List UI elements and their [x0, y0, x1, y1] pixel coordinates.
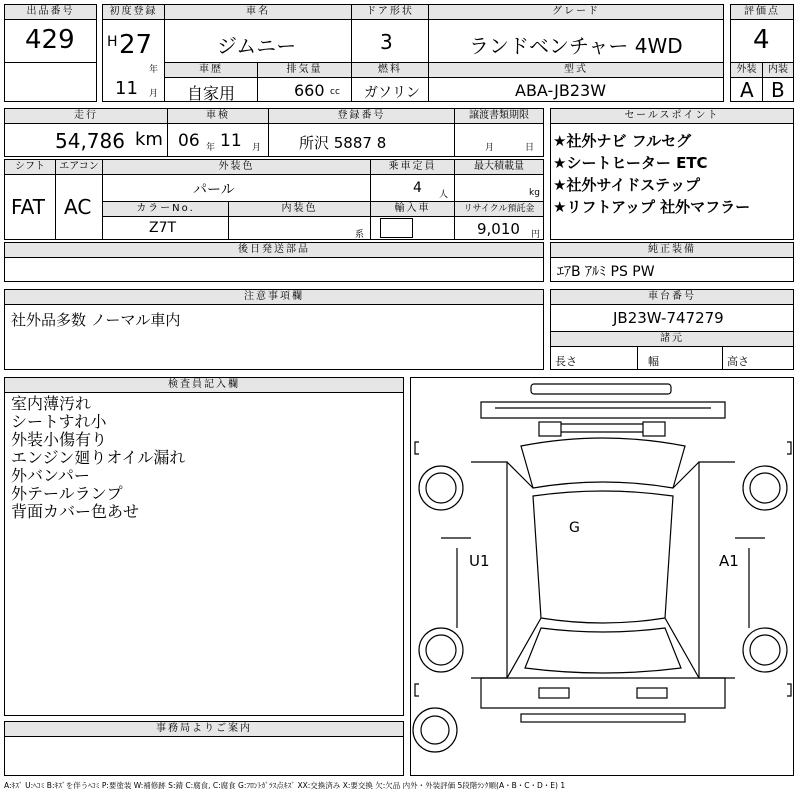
shift-box — [4, 174, 56, 240]
fuel-box — [351, 77, 429, 102]
shift-value: FAT — [11, 195, 46, 219]
specs-label: 諸元 — [550, 331, 794, 347]
grade-box — [428, 19, 724, 63]
first-reg-box — [102, 19, 165, 102]
car-diagram — [411, 378, 794, 776]
equipment-box — [550, 257, 794, 282]
rear-tail-left — [539, 688, 569, 698]
first-reg-year: 27 — [119, 30, 153, 60]
office-label: 事務局よりご案内 — [4, 721, 404, 737]
recycle-box — [454, 216, 544, 240]
right-bracket — [787, 442, 791, 454]
aircon-box — [55, 174, 103, 240]
color-no-box — [102, 216, 229, 240]
ext-color-value: パール — [193, 182, 235, 198]
inspector-item: 室内薄汚れ — [11, 394, 92, 413]
fuel-value: ガソリン — [364, 85, 420, 101]
car-diagram-panel — [410, 377, 794, 776]
doors-box — [351, 19, 429, 63]
import-label: 輸入車 — [370, 201, 455, 217]
first-reg-year-unit: 年 — [149, 65, 159, 75]
inspector-item: 外装小傷有り — [11, 430, 108, 449]
right-bracket-lower — [787, 684, 791, 696]
inspector-item: シートすれ小 — [11, 412, 107, 431]
left-bracket — [415, 442, 419, 454]
recycle-value: 9,010 — [477, 220, 520, 238]
color-no-value: Z7T — [149, 220, 177, 236]
hood-outline — [481, 402, 725, 418]
sales-points-list — [553, 130, 750, 218]
inspector-item: 外テールランプ — [11, 484, 123, 503]
lot-blank-box — [4, 62, 97, 102]
displacement-value: 660 — [294, 81, 325, 100]
capacity-box — [370, 174, 455, 202]
equipment-label: 純正装備 — [550, 242, 794, 258]
aircon-label: エアコン — [55, 159, 103, 175]
first-reg-label: 初度登録 — [102, 4, 165, 20]
color-no-label: カラーNo. — [102, 201, 229, 217]
score-label: 評価点 — [730, 4, 794, 20]
front-right-wheel-inner — [750, 473, 780, 503]
mileage-unit: km — [135, 129, 163, 150]
grade-label: グレード — [428, 4, 724, 20]
transfer-docs-label: 譲渡書類期限 — [454, 108, 544, 124]
chassis-box — [550, 304, 794, 332]
inspector-list — [11, 395, 185, 521]
left-side-mark: U1 — [469, 552, 490, 570]
specs-length: 長さ — [555, 355, 577, 368]
model-code-value: ABA-JB23W — [515, 81, 607, 100]
transfer-docs-month-unit: 月 — [485, 143, 495, 153]
rear-left-wheel-inner — [426, 635, 456, 665]
plate-box — [268, 123, 455, 157]
first-reg-era: H — [107, 34, 118, 50]
specs-width-box — [637, 346, 723, 370]
max-load-label: 最大積載量 — [454, 159, 544, 175]
plate-label: 登録番号 — [268, 108, 455, 124]
grade-value: ランドベンチャー 4WD — [469, 34, 683, 58]
lot-number: 429 — [25, 25, 75, 55]
specs-width: 幅 — [648, 355, 659, 368]
score-value: 4 — [753, 25, 770, 55]
grille-right — [643, 422, 665, 436]
interior-grade-label: 内装 — [762, 62, 794, 78]
legend-text: A:ｷｽﾞ U:ﾍｺﾐ B:ｷｽﾞを伴うﾍｺﾐ P:要塗装 W:補修跡 S:錆 C:腐食, C:腐食 G:ﾌﾛﾝﾄｶﾞﾗｽ点ｷｽﾞ XX:交換済み X:要交換 欠:欠品 内外・外装評価 5段階ﾗﾝｸ順(A・B・C・D・E) 1 — [4, 781, 566, 790]
specs-height-box — [722, 346, 794, 370]
car-name-box — [164, 19, 352, 63]
car-name-value: ジムニー — [217, 34, 297, 58]
left-bracket-lower — [415, 684, 419, 696]
doors-value: 3 — [380, 30, 393, 54]
exterior-grade-value: A — [740, 78, 754, 102]
capacity-value: 4 — [413, 180, 422, 196]
spare-tire-inner — [421, 716, 449, 744]
front-bumper-rect — [531, 384, 671, 394]
chassis-value: JB23W-747279 — [613, 309, 724, 327]
grille-left — [539, 422, 561, 436]
inspection-month-unit: 月 — [252, 143, 262, 153]
ext-color-label: 外装色 — [102, 159, 371, 175]
door-lines — [441, 538, 765, 628]
recycle-label: リサイクル預託金 — [454, 201, 544, 217]
transfer-docs-box — [454, 123, 544, 157]
import-checkbox — [380, 218, 413, 238]
front-left-wheel-inner — [426, 473, 456, 503]
exterior-grade-label: 外装 — [730, 62, 763, 78]
score-box — [730, 19, 794, 63]
mileage-label: 走行 — [4, 108, 168, 124]
inspector-item: エンジン廻りオイル漏れ — [11, 448, 186, 467]
inspection-label: 車検 — [167, 108, 269, 124]
transfer-docs-day-unit: 日 — [525, 143, 535, 153]
car-name-label: 車名 — [164, 4, 352, 20]
sales-points-label: セールスポイント — [550, 108, 794, 124]
inspection-box — [167, 123, 269, 157]
rear-window — [525, 628, 681, 673]
displacement-unit: cc — [330, 87, 340, 97]
history-value: 自家用 — [187, 84, 236, 102]
rear-right-wheel-inner — [750, 635, 780, 665]
aircon-value: AC — [64, 195, 92, 219]
later-parts-box — [4, 257, 544, 282]
plate-value: 所沢 5887 8 — [299, 134, 387, 152]
int-color-box — [228, 216, 371, 240]
rear-bumper-rect — [521, 714, 685, 722]
office-box — [4, 736, 404, 776]
sales-point-item: ★シートヒーター ETC — [553, 154, 708, 172]
windshield — [521, 438, 685, 488]
chassis-label: 車台番号 — [550, 289, 794, 305]
history-box — [164, 77, 258, 102]
inspection-year-unit: 年 — [206, 143, 216, 153]
first-reg-month: 11 — [115, 78, 138, 99]
int-color-label: 内装色 — [228, 201, 371, 217]
later-parts-label: 後日発送部品 — [4, 242, 544, 258]
rear-panel — [481, 678, 725, 708]
inspector-item: 外バンパー — [11, 466, 90, 485]
grille-bars — [561, 424, 643, 432]
body-left-side — [471, 462, 507, 678]
specs-height: 高さ — [727, 355, 749, 368]
notes-box — [4, 304, 544, 370]
max-load-box — [454, 174, 544, 202]
interior-grade-value: B — [771, 78, 785, 102]
int-color-unit: 系 — [355, 230, 365, 240]
sales-points-box — [550, 123, 794, 240]
sales-point-item: ★社外ナビ フルセグ — [553, 132, 692, 150]
inspector-item: 背面カバー色あせ — [11, 502, 140, 521]
notes-label: 注意事項欄 — [4, 289, 544, 305]
fuel-label: 燃料 — [351, 62, 429, 78]
sales-point-item: ★リフトアップ 社外マフラー — [553, 198, 751, 216]
equipment-value: ｴｱB ｱﾙﾐ PS PW — [557, 264, 655, 280]
pillar-lines — [507, 462, 699, 678]
interior-grade-box — [762, 77, 794, 102]
max-load-unit: kg — [529, 188, 540, 198]
lot-value-box — [4, 19, 97, 63]
first-reg-month-unit: 月 — [149, 89, 159, 99]
model-code-label: 型式 — [428, 62, 724, 78]
specs-length-box — [550, 346, 638, 370]
notes-value: 社外品多数 ノーマル車内 — [11, 311, 181, 329]
spare-tire — [413, 708, 457, 752]
history-label: 車歴 — [164, 62, 258, 78]
sales-point-item: ★社外サイドステップ — [553, 176, 700, 194]
mileage-box — [4, 123, 168, 157]
rear-tail-right — [637, 688, 667, 698]
displacement-box — [257, 77, 352, 102]
capacity-label: 乗車定員 — [370, 159, 455, 175]
body-right-side — [699, 462, 735, 678]
glass-mark: G — [569, 520, 580, 536]
displacement-label: 排気量 — [257, 62, 352, 78]
mileage-value: 54,786 — [55, 129, 125, 153]
lot-label: 出品番号 — [4, 4, 97, 20]
right-side-mark: A1 — [719, 552, 739, 570]
roof — [533, 491, 673, 623]
inspection-month: 11 — [220, 131, 242, 151]
model-code-box — [428, 77, 724, 102]
shift-label: シフト — [4, 159, 56, 175]
inspector-label: 検査員記入欄 — [4, 377, 404, 393]
doors-label: ドア形状 — [351, 4, 429, 20]
inspection-year: 06 — [178, 131, 200, 151]
inspector-box — [4, 392, 404, 716]
capacity-unit: 人 — [439, 190, 449, 200]
exterior-grade-box — [730, 77, 763, 102]
recycle-unit: 円 — [531, 230, 541, 240]
ext-color-box — [102, 174, 371, 202]
